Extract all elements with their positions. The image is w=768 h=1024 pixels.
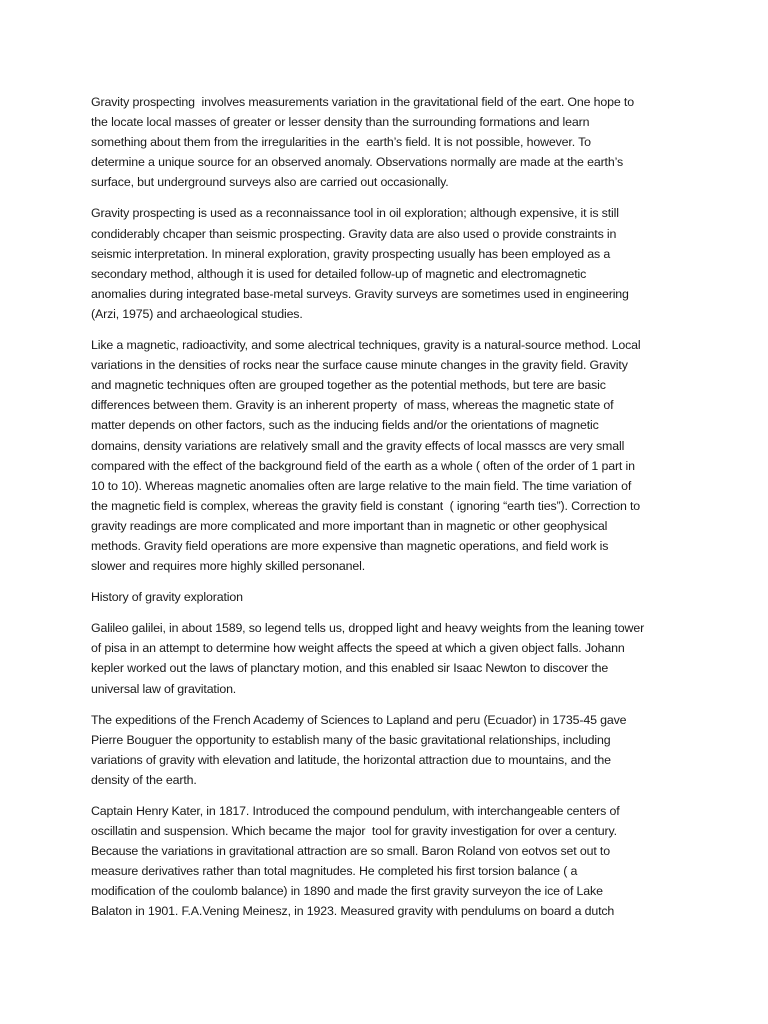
text-line: something about them from the irregularities in the earth’s field. It is not possible, however. To [91, 135, 591, 150]
text-line: of pisa in an attempt to determine how weight affects the speed at which a given object falls. Johann [91, 641, 625, 656]
text-line: domains, density variations are relatively small and the gravity effects of local masscs are very small [91, 438, 625, 453]
text-line: measure derivatives rather than total magnitudes. He completed his first torsion balance ( a [91, 864, 578, 879]
heading-text: History of gravity exploration [91, 590, 243, 605]
text-line: matter depends on other factors, such as the inducing fields and/or the orientations of magnetic [91, 418, 599, 433]
text-line: 10 to 10). Whereas magnetic anomalies often are large relative to the main field. The time variation of [91, 478, 632, 493]
text-line: the locate local masses of greater or lesser density than the surrounding formations and learn [91, 115, 590, 130]
text-line: determine a unique source for an observed anomaly. Observations normally are made at the earth’s [91, 155, 624, 170]
text-line: kepler worked out the laws of planctary motion, and this enabled sir Isaac Newton to discover the [91, 661, 609, 676]
text-line: Gravity prospecting involves measurements variation in the gravitational field of the eart. One hope to [91, 95, 634, 109]
text-line: Pierre Bouguer the opportunity to establish many of the basic gravitational relationships, including [91, 732, 611, 747]
document-body [91, 92, 683, 933]
text-line: density of the earth. [91, 772, 197, 787]
text-line: universal law of gravitation. [91, 681, 237, 696]
paragraph-galileo [91, 618, 683, 698]
text-line: anomalies during integrated base-metal surveys. Gravity surveys are sometimes used in engineering [91, 286, 629, 301]
text-line: seismic interpretation. In mineral exploration, gravity prospecting usually has been employed as a [91, 246, 611, 261]
paragraph-french-academy [91, 710, 683, 790]
text-line: (Arzi, 1975) and archaeological studies. [91, 306, 303, 321]
paragraph-natural-source-method [91, 335, 683, 576]
text-line: the magnetic field is complex, whereas the gravity field is constant ( ignoring “earth ties”). Correction to [91, 498, 641, 513]
text-line: secondary method, although it is used for detailed follow-up of magnetic and electromagnetic [91, 266, 587, 281]
text-line: surface, but underground surveys also are carried out occasionally. [91, 175, 449, 190]
text-line: Balaton in 1901. F.A.Vening Meinesz, in 1923. Measured gravity with pendulums on board a dutch [91, 904, 615, 919]
text-line: compared with the effect of the background field of the earth as a whole ( often of the order of 1 part in [91, 458, 635, 473]
text-line: gravity readings are more complicated and more important than in magnetic or other geophysical [91, 518, 608, 533]
text-line: variations in the densities of rocks near the surface cause minute changes in the gravity field. Gravity [91, 358, 628, 373]
text-line: variations of gravity with elevation and latitude, the horizontal attraction due to mountains, and the [91, 752, 611, 767]
paragraph-kater [91, 801, 683, 922]
text-line: Because the variations in gravitational attraction are so small. Baron Roland von eotvos set out to [91, 844, 610, 859]
text-line: slower and requires more highly skilled personanel. [91, 559, 366, 574]
text-line: differences between them. Gravity is an inherent property of mass, whereas the magnetic state of [91, 398, 614, 413]
text-line: Like a magnetic, radioactivity, and some alectrical techniques, gravity is a natural-source method. Local [91, 338, 641, 353]
text-line: The expeditions of the French Academy of Sciences to Lapland and peru (Ecuador) in 1735-45 gave [91, 712, 627, 727]
text-line: oscillatin and suspension. Which became the major tool for gravity investigation for over a century. [91, 824, 617, 839]
text-line: methods. Gravity field operations are more expensive than magnetic operations, and field work is [91, 538, 609, 553]
text-line: Galileo galilei, in about 1589, so legend tells us, dropped light and heavy weights from the leaning tower [91, 621, 645, 636]
text-line: Gravity prospecting is used as a reconnaissance tool in oil exploration; although expensive, it is still [91, 206, 619, 221]
paragraph-gravity-prospecting-intro [91, 92, 683, 192]
text-line: Captain Henry Kater, in 1817. Introduced the compound pendulum, with interchangeable centers of [91, 804, 620, 818]
paragraph-reconnaissance-tool [91, 203, 683, 324]
text-line: condiderably chcaper than seismic prospecting. Gravity data are also used o provide constraints in [91, 226, 617, 241]
section-heading-history [91, 587, 683, 607]
text-line: modification of the coulomb balance) in 1890 and made the first gravity surveyon the ice of Lake [91, 884, 603, 899]
text-line: and magnetic techniques often are grouped together as the potential methods, but tere are basic [91, 378, 606, 393]
